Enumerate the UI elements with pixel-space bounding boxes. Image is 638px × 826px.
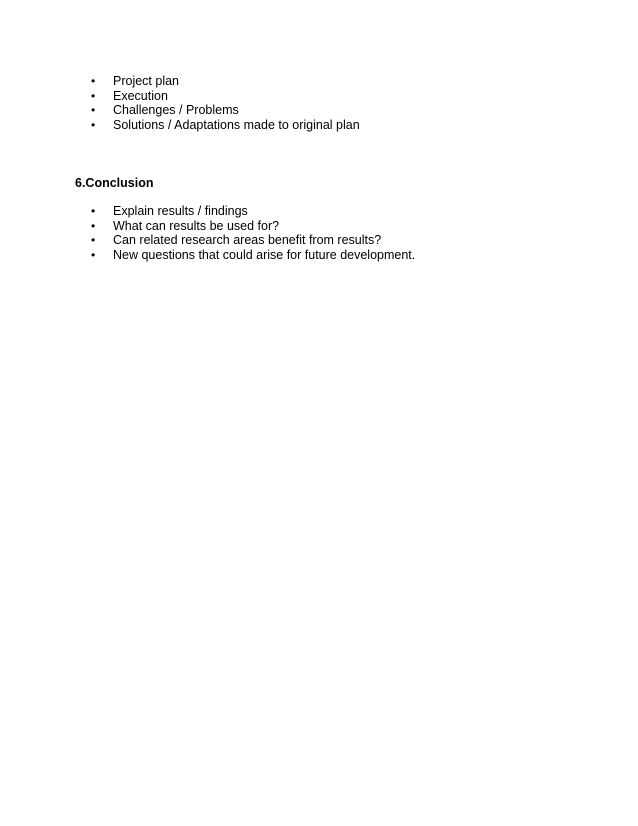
bullet-icon: • — [91, 248, 96, 263]
list-item-text: Can related research areas benefit from results? — [113, 233, 382, 248]
bullet-icon: • — [91, 204, 96, 218]
list-item-text: Explain results / findings — [113, 204, 248, 218]
bullet-icon: • — [91, 118, 96, 133]
list-item-text: Challenges / Problems — [113, 103, 239, 118]
list-item-text: Project plan — [113, 74, 180, 88]
list-item-text: Execution — [113, 88, 168, 103]
bullet-icon: • — [91, 233, 96, 248]
bullet-icon: • — [91, 103, 96, 118]
list-item-text: Solutions / Adaptations made to original plan — [113, 118, 360, 133]
bullet-icon: • — [91, 74, 96, 88]
list-item-text: New questions that could arise for future development. — [113, 248, 416, 263]
bullet-icon: • — [91, 88, 96, 103]
conclusion-heading: 6.Conclusion — [75, 176, 154, 190]
list-item-text: What can results be used for? — [113, 218, 280, 233]
bullet-icon: • — [91, 218, 96, 233]
